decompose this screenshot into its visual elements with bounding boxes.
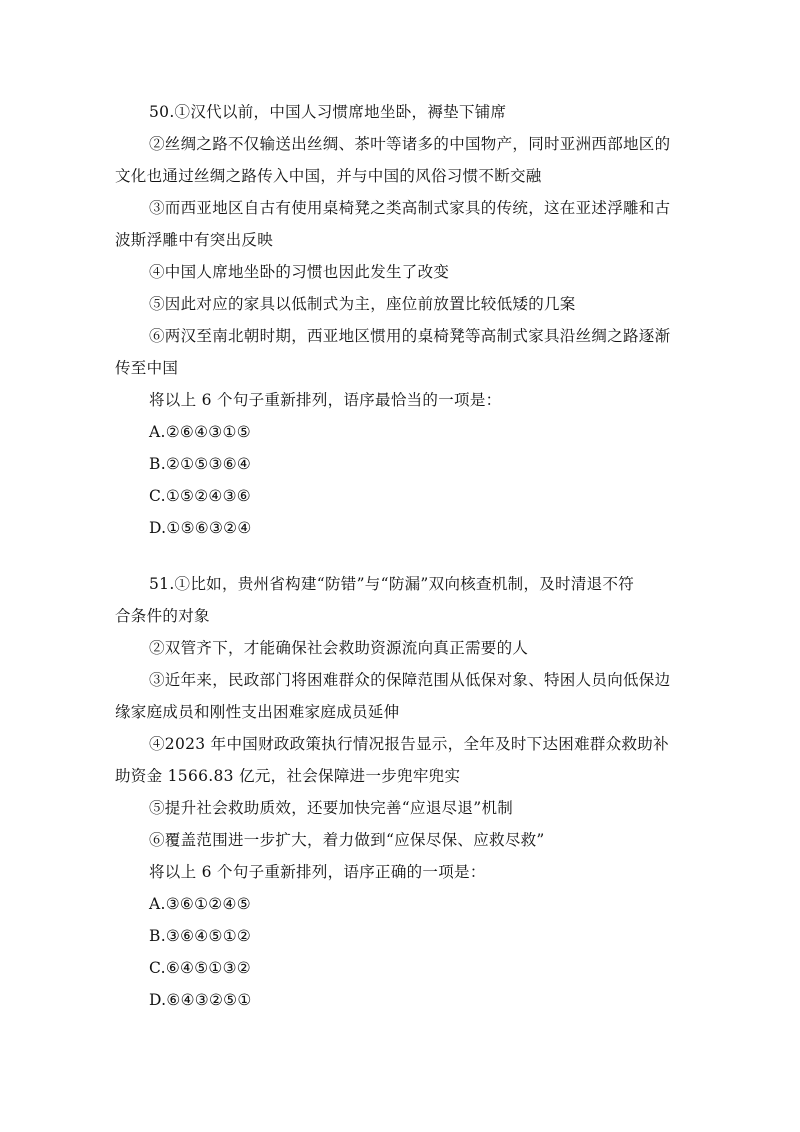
question-51-sentence-1-cont: 合条件的对象 [115,607,210,625]
question-50-sentence-3: ③而西亚地区自古有使用桌椅凳之类高制式家具的传统，这在亚述浮雕和古 [149,199,671,217]
question-50-prompt: 将以上 6 个句子重新排列，语序最恰当的一项是： [149,391,502,409]
question-51-option-c[interactable]: C.⑥④⑤①③② [149,959,252,977]
question-51-sentence-3: ③近年来，民政部门将困难群众的保障范围从低保对象、特困人员向低保边 [149,671,671,689]
question-50-option-a[interactable]: A.②⑥④③①⑤ [149,423,251,441]
question-51-sentence-2: ②双管齐下，才能确保社会救助资源流向真正需要的人 [149,639,529,657]
question-51-sentence-6: ⑥覆盖范围进一步扩大，着力做到“应保尽保、应救尽救” [149,831,545,849]
question-51-option-a[interactable]: A.③⑥①②④⑤ [149,895,251,913]
question-50-sentence-2: ②丝绸之路不仅输送出丝绸、茶叶等诸多的中国物产，同时亚洲西部地区的 [149,135,671,153]
question-50-sentence-6: ⑥两汉至南北朝时期，西亚地区惯用的桌椅凳等高制式家具沿丝绸之路逐渐 [149,327,671,345]
question-51-sentence-1: 51.①比如，贵州省构建“防错”与“防漏”双向核查机制，及时清退不符 [149,575,635,593]
question-51-sentence-5: ⑤提升社会救助质效，还要加快完善“应退尽退”机制 [149,799,514,817]
question-50-sentence-5: ⑤因此对应的家具以低制式为主，座位前放置比较低矮的几案 [149,295,576,313]
question-51-sentence-3-cont: 缘家庭成员和刚性支出困难家庭成员延伸 [115,703,400,721]
question-50-sentence-3-cont: 波斯浮雕中有突出反映 [115,231,274,249]
question-50-sentence-4: ④中国人席地坐卧的习惯也因此发生了改变 [149,263,450,281]
question-51-prompt: 将以上 6 个句子重新排列，语序正确的一项是： [149,863,486,881]
question-50-option-d[interactable]: D.①⑤⑥③②④ [149,519,252,537]
question-51-sentence-4-cont: 助资金 1566.83 亿元，社会保障进一步兜牢兜实 [115,767,461,785]
question-51-option-d[interactable]: D.⑥④③②⑤① [149,991,252,1009]
question-50-option-b[interactable]: B.②①⑤③⑥④ [149,455,252,473]
question-50-sentence-1: 50.①汉代以前，中国人习惯席地坐卧，褥垫下铺席 [149,103,507,121]
question-50-sentence-6-cont: 传至中国 [115,359,179,377]
question-51-option-b[interactable]: B.③⑥④⑤①② [149,927,252,945]
question-50-sentence-2-cont: 文化也通过丝绸之路传入中国，并与中国的风俗习惯不断交融 [115,167,542,185]
question-50-option-c[interactable]: C.①⑤②④③⑥ [149,487,252,505]
question-51-sentence-4: ④2023 年中国财政政策执行情况报告显示，全年及时下达困难群众救助补 [149,735,669,753]
